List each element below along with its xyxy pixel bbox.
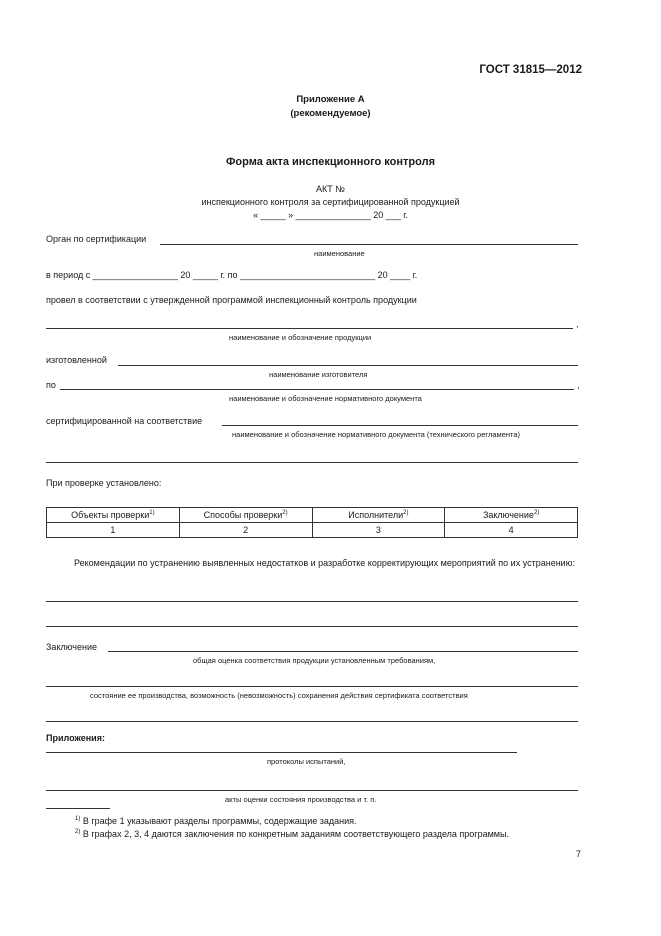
certified-label: сертифицированной на соответствие <box>46 416 203 426</box>
act-subtitle: инспекционного контроля за сертифицированной продукцией <box>201 197 460 207</box>
page-number: 7 <box>575 849 581 859</box>
attachments-hint-1: протоколы испытаний, <box>267 757 346 766</box>
product-hint: наименование и обозначение продукции <box>229 333 372 342</box>
findings-label: При проверке установлено: <box>46 478 162 488</box>
form-title: Форма акта инспекционного контроля <box>226 156 435 168</box>
table-col-number: 2 <box>179 523 312 538</box>
footnote-separator <box>46 808 110 809</box>
conclusion-line-2[interactable] <box>46 686 578 687</box>
manufactured-label: изготовленной <box>46 355 107 365</box>
appendix-type: (рекомендуемое) <box>290 108 371 119</box>
table-col-number: 3 <box>312 523 445 538</box>
appendix-title: Приложение А <box>296 94 365 105</box>
by-label: по <box>46 380 56 390</box>
recommendations-line-1[interactable] <box>46 601 578 602</box>
normdoc-field-line[interactable] <box>60 389 574 390</box>
table-header-performers: Исполнители$^{2)}$ <box>312 508 445 523</box>
table-header-objects: Объекты проверки$^{1)}$ <box>47 508 180 523</box>
table-col-number: 1 <box>47 523 180 538</box>
footnote-1: $^{1)}$ В графе 1 указывают разделы программы, содержащие задания. <box>75 816 357 826</box>
manufacturer-field-line[interactable] <box>118 365 578 366</box>
recommendations-text: Рекомендации по устранению выявленных недостатков и разработке корректирующих мероприятий по их устранению: <box>74 558 575 568</box>
conducted-text: провел в соответствии с утвержденной программой инспекционный контроль продукции <box>46 295 417 305</box>
recommendations-line-2[interactable] <box>46 626 578 627</box>
normdoc-hint: наименование и обозначение нормативного документа <box>229 394 422 403</box>
table-col-number: 4 <box>445 523 578 538</box>
organ-label: Орган по сертификации <box>46 234 147 244</box>
certified-field-line-2[interactable] <box>46 462 578 463</box>
manufacturer-hint: наименование изготовителя <box>269 370 368 379</box>
organ-field-line[interactable] <box>160 244 578 245</box>
act-date-line: « _____ » _______________ 20 ___ г. <box>253 210 408 220</box>
period-line[interactable]: в период с _________________ 20 _____ г. по ___________________________ 20 ____ г. <box>46 270 418 280</box>
product-field-line[interactable] <box>46 328 573 329</box>
conclusion-hint-2: состояние ее производства, возможность (невозможность) сохранения действия сертификата соответствия <box>90 691 468 700</box>
conclusion-line-3[interactable] <box>46 721 578 722</box>
attachments-hint-2: акты оценки состояния производства и т. п. <box>225 795 377 804</box>
conclusion-field-line[interactable] <box>108 651 578 652</box>
inspection-table <box>46 507 578 538</box>
conclusion-hint-1: общая оценка соответствия продукции установленным требованиям, <box>193 656 436 665</box>
attachments-line-2[interactable] <box>46 790 578 791</box>
organ-hint: наименование <box>314 249 365 258</box>
certified-hint: наименование и обозначение нормативного документа (технического регламента) <box>232 430 521 439</box>
certified-field-line[interactable] <box>222 425 578 426</box>
comma: , <box>576 319 579 329</box>
comma: , <box>577 380 580 390</box>
conclusion-label: Заключение <box>46 642 97 652</box>
act-title: АКТ № <box>316 184 345 194</box>
attachments-label: Приложения: <box>46 733 105 743</box>
table-header-methods: Способы проверки$^{2)}$ <box>179 508 312 523</box>
table-header-conclusion: Заключение$^{2)}$ <box>445 508 578 523</box>
footnote-2: $^{2)}$ В графах 2, 3, 4 даются заключения по конкретным заданиям соответствующего раздела программы. <box>75 829 509 839</box>
attachments-line-1[interactable] <box>46 752 517 753</box>
standard-number: ГОСТ 31815—2012 <box>479 64 582 76</box>
